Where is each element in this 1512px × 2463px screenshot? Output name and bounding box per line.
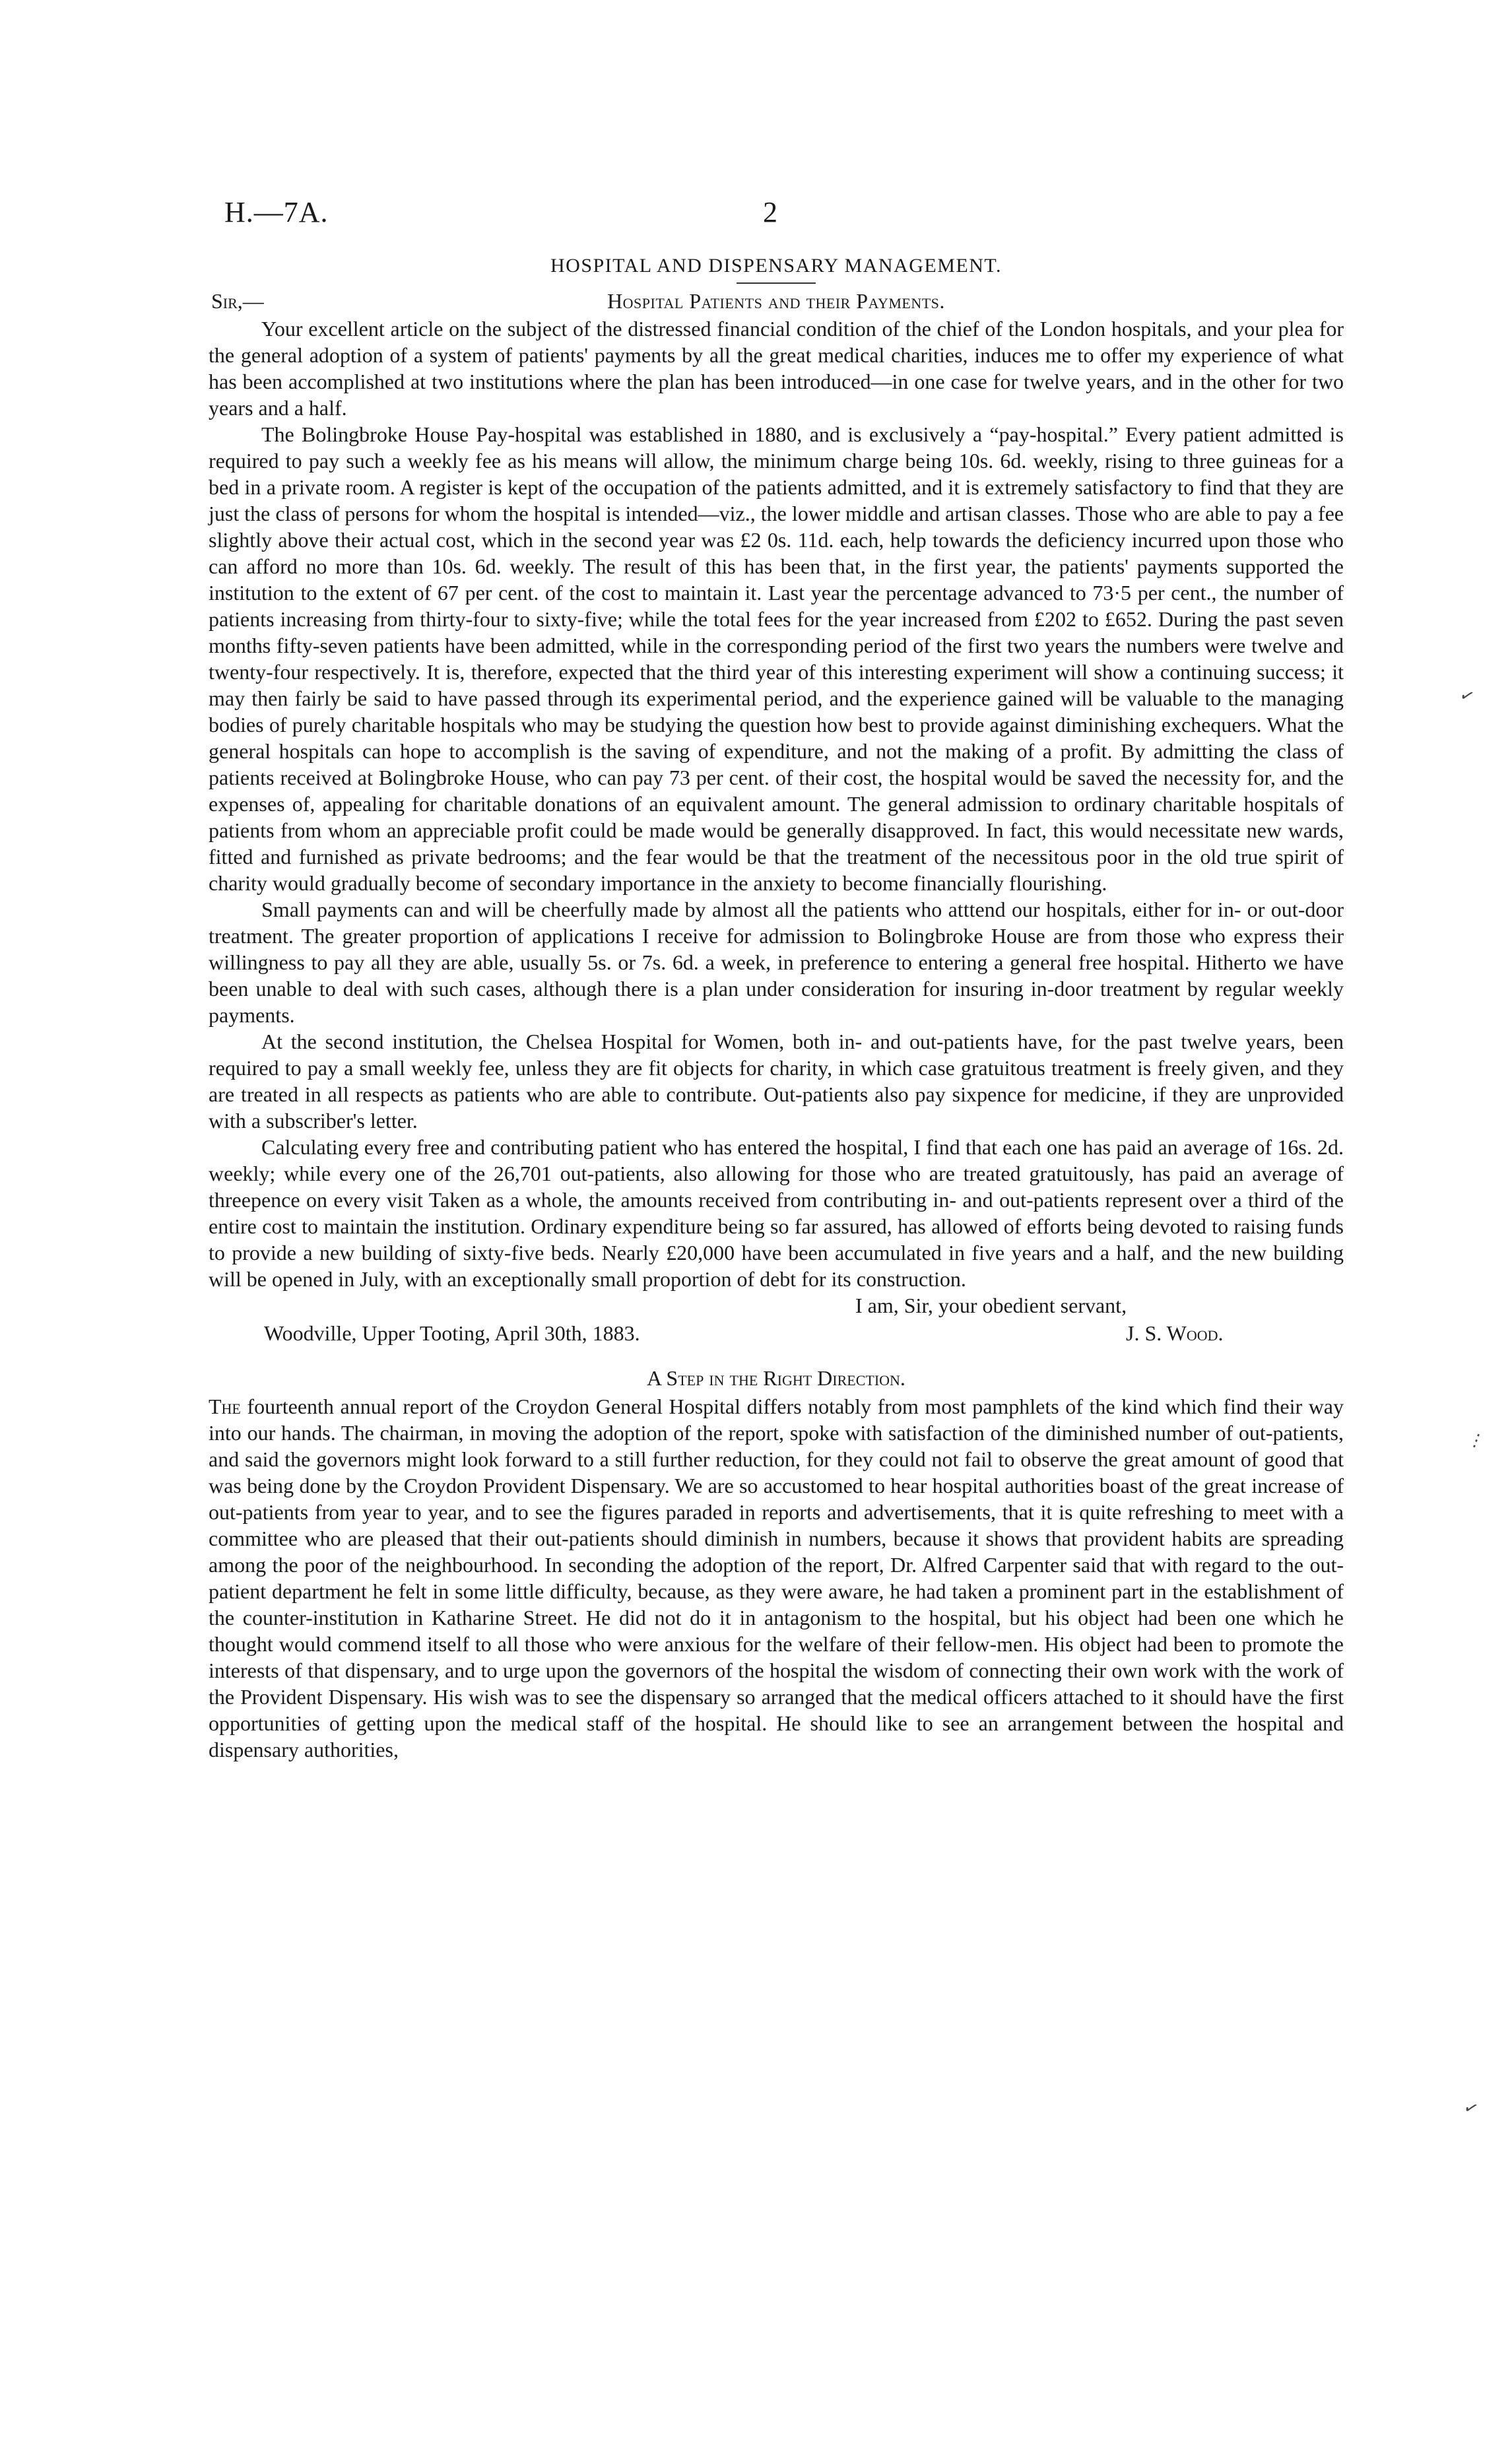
title-rule <box>737 282 816 284</box>
salutation: Sir,— <box>211 289 264 313</box>
article-paragraph <box>209 1393 1344 1763</box>
letter-signoff <box>209 1292 1344 1346</box>
document-reference: H.—7A. <box>224 196 329 228</box>
margin-tick-mark: ✓ <box>1461 2097 1482 2120</box>
page-header <box>209 195 1344 242</box>
document-page <box>209 195 1344 1763</box>
letter-paragraph: Calculating every free and contributing patient who has entered the hospital, I find that each one has paid an average of 16s. 2d. weekly; while every one of the 26,701 out-patients, also allowing for those who are treated gratuitously, has paid an average of threepence on every visit Taken as a whole, the amounts received from contributing in- and out-patients represent over a third of the entire cost to maintain the institution. Ordinary expenditure being so far assured, has allowed of efforts being devoted to raising funds to provide a new building of sixty-five beds. Nearly £20,000 have been accumulated in five years and a half, and the new building will be opened in July, with an exceptionally small proportion of debt for its construction. <box>209 1135 1344 1291</box>
letter-paragraph: The Bolingbroke House Pay-hospital was established in 1880, and is exclusively a “pay-hospital.” Every patient admitted is required to pay such a weekly fee as his means will allow, the minimum charge being 10s. 6d. weekly, rising to three guineas for a bed in a private room. A register is kept of the occupation of the patients admitted, and it is extremely satisfactory to find that they are just the class of persons for whom the hospital is intended—viz., the lower middle and artisan classes. Those who are able to pay a fee slightly above their actual cost, which in the second year was £2 0s. 11d. each, help towards the deficiency incurred upon those who can afford no more than 10s. 6d. weekly. The result of this has been that, in the first year, the patients' payments supported the institution to the extent of 67 per cent. of the cost to maintain it. Last year the percentage advanced to 73·5 per cent., the number of patients increasing from thirty-four to sixty-five; while the total fees for the year increased from £202 to £652. During the past seven months fifty-seven patients have been admitted, while in the corresponding period of the first two years the numbers were twelve and twenty-four respectively. It is, therefore, expected that the third year of this interesting experiment will show a continuing success; it may then fairly be said to have passed through its experimental period, and the experience gained will be valuable to the managing bodies of purely charitable hospitals who may be studying the question how best to provide against diminishing exchequers. What the general hospitals can hope to accomplish is the saving of expenditure, and not the making of a profit. By admitting the class of patients received at Bolingbroke House, who can pay 73 per cent. of their cost, the hospital would be saved the necessity for, and the expenses of, appealing for charitable donations of an equivalent amount. The general admission to ordinary charitable hospitals of patients from whom an appreciable profit could be made would be generally disapproved. In fact, this would necessitate new wards, fitted and furnished as private bedrooms; and the fear would be that the treatment of the necessitous poor in the old true spirit of charity would gradually become of secondary importance in the anxiety to become financially flourishing. <box>209 422 1344 895</box>
closing-line: I am, Sir, your obedient servant, <box>855 1294 1127 1317</box>
margin-tick-mark: ✓ <box>1457 684 1478 707</box>
page-number: 2 <box>763 196 777 228</box>
letter-paragraph: At the second institution, the Chelsea Hospital for Women, both in- and out-patients have, for the past twelve years, been required to pay a small weekly fee, unless they are fit objects for charity, in which case gratuitous treatment is freely given, and they are treated in all respects as patients who are able to contribute. Out-patients also pay sixpence for medicine, if they are unprovided with a subscriber's letter. <box>209 1030 1344 1133</box>
letter-heading: Hospital Patients and their Payments. <box>607 289 945 313</box>
article-paragraph-text: fourteenth annual report of the Croydon General Hospital differs notably from most pamphlets of the kind which find their way into our hands. The chairman, in moving the adoption of the report, spoke with satisfaction of the diminished number of out-patients, and said the governors might look forward to a still further reduction, for they could not fail to observe the great amount of good that was being done by the Croydon Provident Dispensary. We are so accustomed to hear hospital authorities boast of the great increase of out-patients from year to year, and to see the figures paraded in reports and advertisements, that it is quite refreshing to meet with a committee who are pleased that their out-patients should diminish in numbers, because it shows that provident habits are spreading among the poor of the neighbourhood. In seconding the adoption of the report, Dr. Alfred Carpenter said that with regard to the out-patient department he felt in some little difficulty, because, as they were aware, he had taken a prominent part in the establishment of the counter-institution in Katharine Street. He did not do it in antagonism to the hospital, but his object had been one which he thought would commend itself to all those who were anxious for the welfare of their fellow-men. His object had been to promote the interests of that dispensary, and to urge upon the governors of the hospital the wisdom of connecting their own work with the work of the Provident Dispensary. His wish was to see the dispensary so arranged that the medical officers attached to it should have the first opportunities of getting upon the medical staff of the hospital. He should like to see an arrangement between the hospital and dispensary authorities, <box>209 1395 1344 1761</box>
letter-paragraph: Your excellent article on the subject of the distressed financial condition of the chief of the London hospitals, and your plea for the general adoption of a system of patients' payments by all the great medical charities, induces me to offer my experience of what has been accomplished at two institutions where the plan has been introduced—in one case for twelve years, and in the other for two years and a half. <box>209 317 1344 420</box>
signatory-name: J. S. Wood. <box>1126 1321 1224 1345</box>
margin-dot-mark: ⋮ <box>1464 1428 1488 1453</box>
letter-paragraph: Small payments can and will be cheerfully made by almost all the patients who atttend our hospitals, either for in- or out-door treatment. The greater proportion of applications I receive for admission to Bolingbroke House are from those who express their willingness to pay all they are able, usually 5s. or 7s. 6d. a week, in preference to entering a general free hospital. Hitherto we have been unable to deal with such cases, although there is a plan under consideration for insuring in-door treatment by regular weekly payments. <box>209 898 1344 1027</box>
letter-heading-row <box>209 289 1344 315</box>
letter-body <box>209 315 1344 1292</box>
article-lead-word: The <box>209 1395 241 1418</box>
article-title: A Step in the Right Direction. <box>647 1366 905 1390</box>
section-title: HOSPITAL AND DISPENSARY MANAGEMENT. <box>550 255 1003 277</box>
article-body <box>209 1393 1344 1763</box>
place-and-date: Woodville, Upper Tooting, April 30th, 1883. <box>264 1321 640 1345</box>
